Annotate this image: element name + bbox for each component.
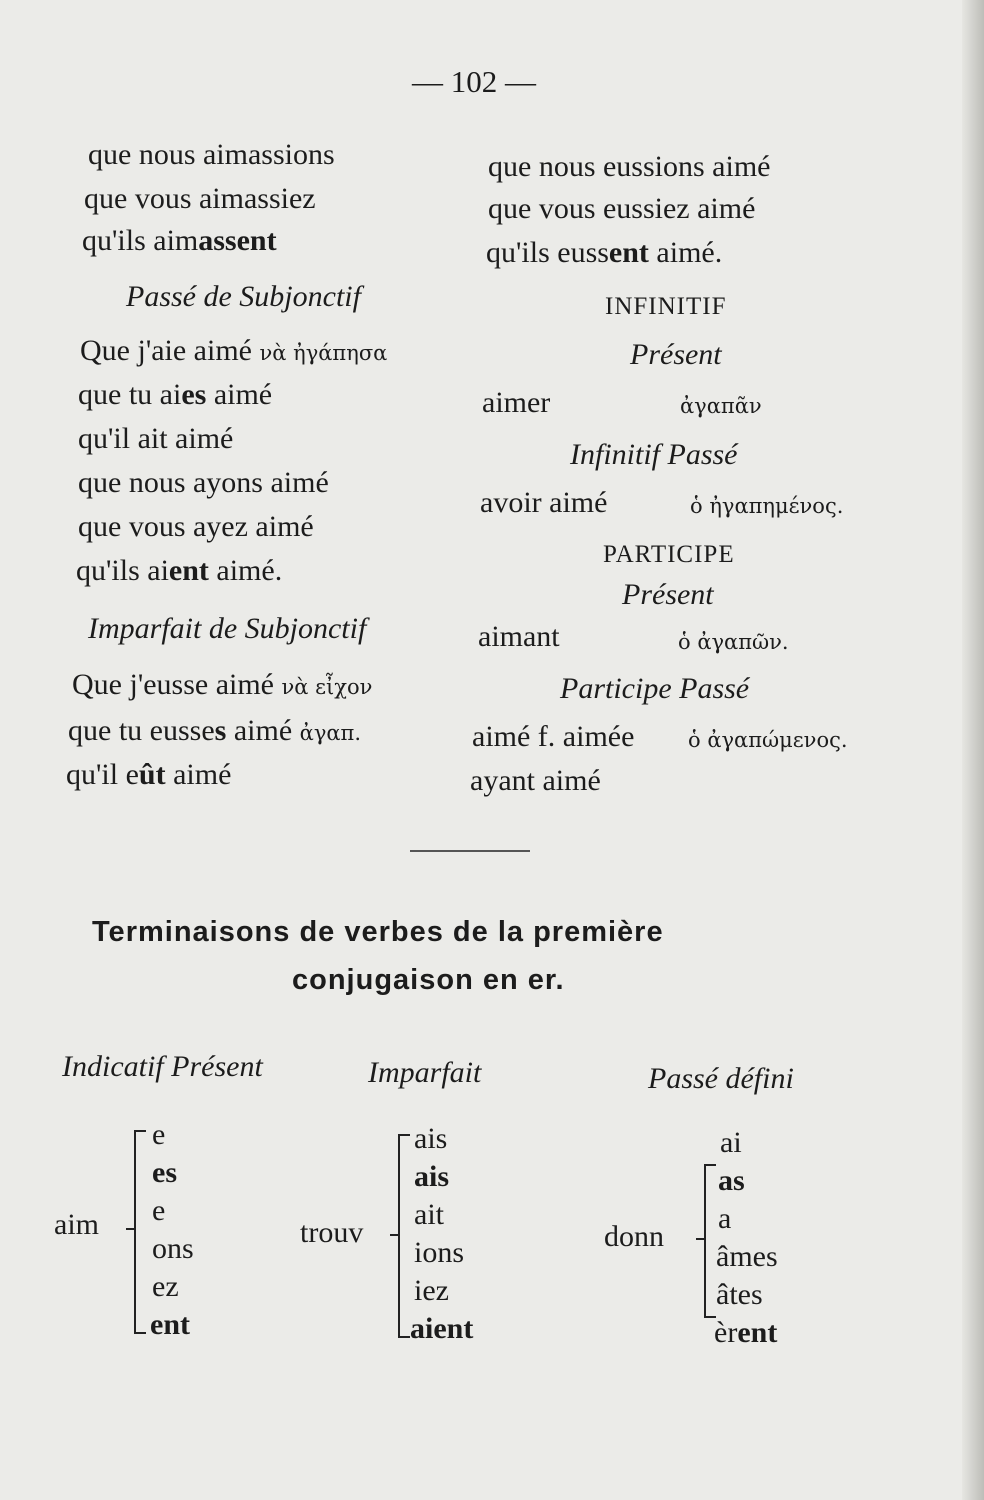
passe-ending-3: a <box>718 1202 732 1235</box>
present-ending-4: ons <box>152 1232 194 1265</box>
present-ending-1: e <box>152 1118 166 1151</box>
imparfait-ending-3: ait <box>414 1198 444 1231</box>
participe-compose-fr: ayant aimé <box>470 764 601 797</box>
pqp-line-1: que nous eussions aimé <box>488 150 771 183</box>
participe-passe-fr: aimé f. aimée <box>472 720 635 753</box>
passe-subj-line-1: Que j'aie aimé νὰ ἠγάπησα <box>80 334 388 367</box>
passe-subj-line-2: que tu aies aimé <box>78 378 273 411</box>
present-ending-2: es <box>152 1156 177 1189</box>
pqp-line-2: que vous eussiez aimé <box>488 192 756 225</box>
page-edge-shadow <box>962 0 984 1500</box>
participe-present-label: Présent <box>622 578 714 611</box>
infinitif-passe-gr: ὁ ἠγαπημένος. <box>690 494 844 518</box>
infinitif-present-label: Présent <box>630 338 722 371</box>
imparfait-ending-2: ais <box>414 1160 450 1193</box>
present-stem: aim <box>54 1208 99 1241</box>
passe-subj-line-3: qu'il ait aimé <box>78 422 234 455</box>
infinitif-passe-label: Infinitif Passé <box>570 438 738 471</box>
pqp-line-3: qu'ils eussent aimé. <box>486 236 723 269</box>
imparfait-brace <box>398 1134 410 1338</box>
passe-brace-tick <box>696 1238 706 1240</box>
col-imparfait: Imparfait <box>368 1056 482 1089</box>
imparfait-ending-6: aient <box>410 1312 474 1345</box>
imparfait-brace-tick <box>390 1234 400 1236</box>
imparfait-ending-4: ions <box>414 1236 465 1269</box>
present-ending-6: ent <box>150 1308 190 1341</box>
imparf-subj-line-3: qu'il eût aimé <box>66 758 232 791</box>
present-brace-tick <box>126 1228 136 1230</box>
infinitif-passe-fr: avoir aimé <box>480 486 608 519</box>
participe-present-gr: ὁ ἀγαπῶν. <box>678 630 789 654</box>
infinitif-heading: INFINITIF <box>605 293 727 320</box>
passe-brace <box>704 1164 716 1318</box>
page-number: — 102 — <box>412 64 536 99</box>
present-ending-3: e <box>152 1194 166 1227</box>
imparfait-stem: trouv <box>300 1216 364 1249</box>
imparfait-subjonctif-heading: Imparfait de Subjonctif <box>88 612 367 645</box>
section-separator <box>410 850 530 852</box>
passe-ending-1: ai <box>720 1126 742 1159</box>
imparf-subj-line-2: que tu eusses aimé ἀγαπ. <box>68 714 362 747</box>
passe-subj-line-4: que nous ayons aimé <box>78 466 329 499</box>
participe-present-fr: aimant <box>478 620 560 653</box>
passe-ending-2: as <box>718 1164 745 1197</box>
imparf-subj-line-1: Que j'eusse aimé νὰ εἶχον <box>72 668 373 701</box>
participe-heading: PARTICIPE <box>603 541 735 568</box>
present-brace <box>134 1130 146 1334</box>
passe-ending-6: èrent <box>714 1316 778 1349</box>
col-passe-defini: Passé défini <box>648 1062 794 1095</box>
infinitif-present-gr: ἀγαπᾶν <box>680 394 762 418</box>
infinitif-present-fr: aimer <box>482 386 551 419</box>
subj-imparfait-line-2: que vous aimassiez <box>84 182 316 215</box>
participe-passe-gr: ὁ ἀγαπώμενος. <box>688 728 848 752</box>
passe-subjonctif-heading: Passé de Subjonctif <box>126 280 361 313</box>
col-indicatif-present: Indicatif Présent <box>62 1050 263 1083</box>
terminaisons-title-line-2: conjugaison en er. <box>292 964 565 996</box>
subj-imparfait-line-1: que nous aimassions <box>88 138 335 171</box>
imparfait-ending-5: iez <box>414 1274 449 1307</box>
subj-imparfait-line-3: qu'ils aimassent <box>82 224 277 257</box>
passe-subj-line-5: que vous ayez aimé <box>78 510 314 543</box>
present-ending-5: ez <box>152 1270 179 1303</box>
terminaisons-title-line-1: Terminaisons de verbes de la première <box>92 916 664 948</box>
passe-ending-4: âmes <box>716 1240 778 1273</box>
passe-ending-6-bold: ent <box>737 1316 778 1349</box>
imparfait-ending-1: ais <box>414 1122 448 1155</box>
pqp-line-3-bold: ent <box>608 236 649 269</box>
participe-passe-label: Participe Passé <box>560 672 750 705</box>
passe-stem: donn <box>604 1220 664 1253</box>
passe-subj-line-6: qu'ils aient aimé. <box>76 554 283 587</box>
passe-ending-5: âtes <box>716 1278 763 1311</box>
